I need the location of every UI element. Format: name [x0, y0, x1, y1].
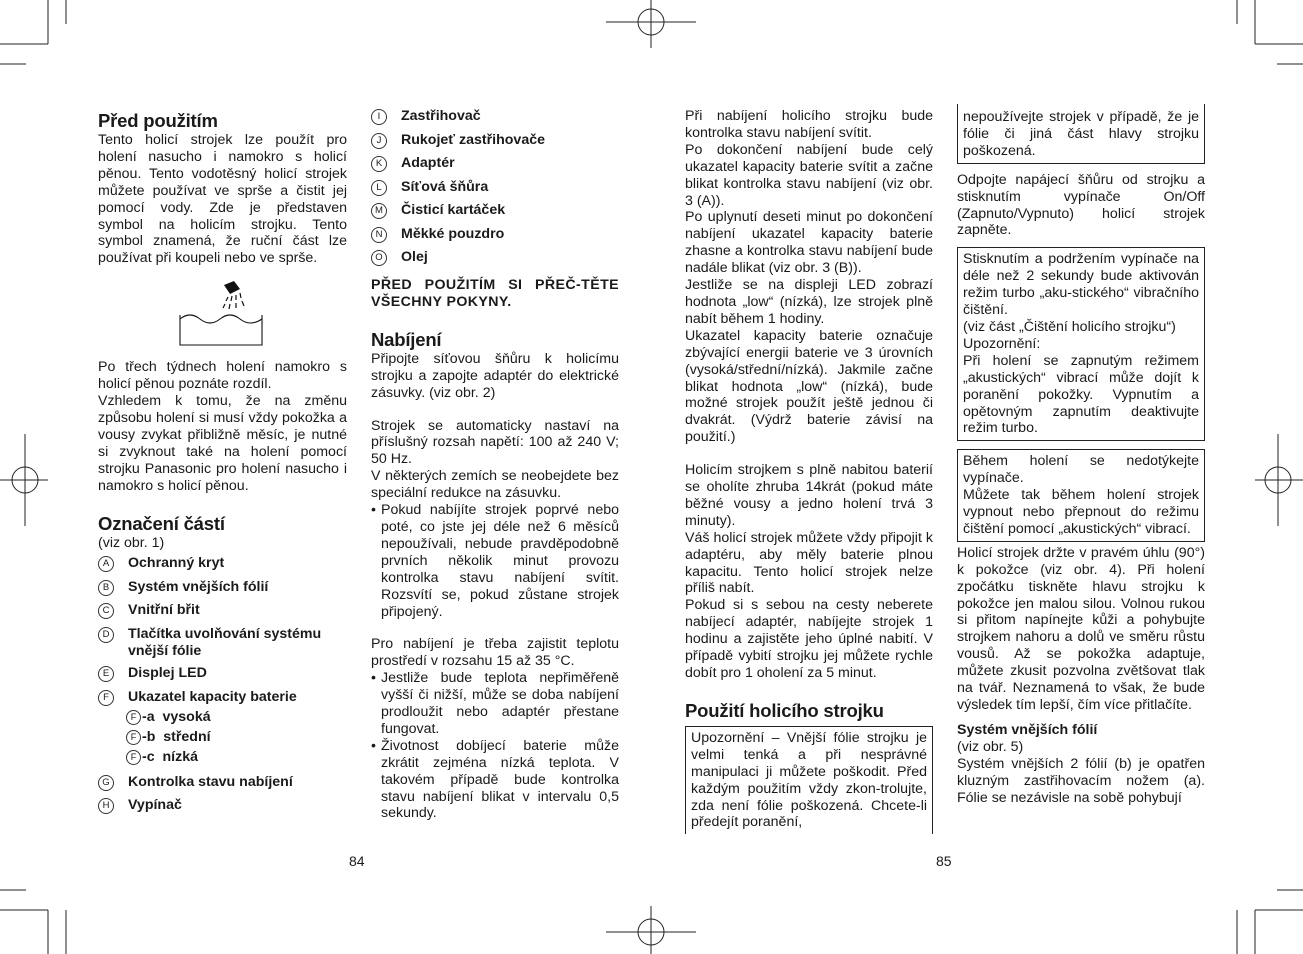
list-item: D Tlačítka uvolňování systému vnější fólie [98, 626, 347, 660]
list-item: I Zastřihovač [371, 108, 619, 126]
parts-list [98, 774, 347, 816]
column-1 [98, 108, 347, 821]
column-2 [371, 108, 619, 822]
list-item: N Měkké pouzdro [371, 226, 619, 244]
section-title-pred-pouzitim: Před použitím [98, 110, 218, 131]
list-sub-item: F -a vysoká [126, 709, 347, 726]
paragraph: Po uplynutí deseti minut po dokončení nabíjení ukazatel kapacity baterie zhasne a kontrolka stavu nabíjení bude nadále blikat (viz obr. 3 (B)). [685, 209, 933, 277]
list-item: F Ukazatel kapacity baterie [98, 689, 347, 707]
list-item: M Čisticí kartáček [371, 202, 619, 220]
paragraph: Ukazatel kapacity baterie označuje zbývající energii baterie ve 3 úrovních (vysoká/střední/nízká). Jakmile začne blikat hodnota „low“ (nízká), bude možné strojek použít ještě jednou či dvakrát. (Výdrž baterie závisí na použití.) [685, 327, 933, 446]
paragraph: Tento holicí strojek lze použít pro holení nasucho i namokro s holicí pěnou. Tento vodotěsný holicí strojek můžete používat ve sprše a čistit jej pomocí vody. Zde je představen symbol na holicím strojku. Tento symbol znamená, že ruční část lze používat při koupeli nebo ve sprše. [98, 132, 347, 267]
list-item: J Rukojeť zastřihovače [371, 132, 619, 150]
warning-read-instructions: PŘED POUŽITÍM SI PŘEČ-TĚTE VŠECHNY POKYNY. [371, 277, 619, 310]
paragraph: Strojek se automaticky nastaví na příslušný rozsah napětí: 100 až 240 V; 50 Hz. [371, 417, 619, 468]
page-number-left: 84 [349, 853, 365, 869]
paragraph: Po dokončení nabíjení bude celý ukazatel kapacity baterie svítit a začne blikat kontrolka stavu nabíjení (viz obr. 3 (A)). [685, 141, 933, 209]
section-title-oznaceni-casti: Označení částí [98, 512, 225, 534]
column-3 [685, 108, 933, 834]
page-number-right: 85 [936, 853, 952, 869]
list-item: L Síťová šňůra [371, 179, 619, 197]
list-item: H Vypínač [98, 797, 347, 815]
figure-reference: (viz obr. 1) [98, 534, 165, 551]
list-item: O Olej [371, 249, 619, 267]
list-sub-item: F -b střední [126, 729, 347, 746]
bullet-item: • Pokud nabíjíte strojek poprvé nebo poté, co jste jej déle než 6 měsíců nepoužívali, nebude pravděpodobně prvních několik minut provozu kontrolka stavu nabíjení svítit. Rozsvítí se, pokud zůstane strojek připojený. [371, 502, 619, 620]
parts-list [371, 108, 619, 267]
paragraph: Pokud si s sebou na cesty neberete nabíjecí adaptér, nabíjejte strojek 1 hodinu a zajistěte jeho úplné nabití. V případě vybití strojku jej můžete rychle dobít pro 1 oholení za 5 minut. [685, 597, 933, 681]
caution-text: Upozornění – Vnější fólie strojku je velmi tenká a při nesprávné manipulaci ji můžete poškodit. Před každým použitím vždy zkon-trolujte, zda není fólie poškozená. Chcete-li předejít poranění, [691, 729, 927, 831]
caution-text: nepoužívejte strojek v případě, že je fólie či jiná část hlavy strojku poškozená. [963, 109, 1199, 159]
paragraph: Pro nabíjení je třeba zajistit teplotu prostředí v rozsahu 15 až 35 °C. [371, 636, 619, 670]
switch-warning-box [957, 449, 1205, 542]
paragraph: Vzhledem k tomu, že na změnu způsobu holení si musí vždy pokožka a vousy zvykat přibližně měsíc, je nutné si zvyknout také na holení pomocí strojku Panasonic pro holení nasucho i namokro s holicí pěnou. [98, 393, 347, 494]
box-text: Během holení se nedotýkejte vypínače. [963, 453, 1199, 487]
box-text: Upozornění: [963, 335, 1041, 352]
paragraph: Systém vnějších 2 fólií (b) je opatřen kluzným zastřihovacím nožem (a). Fólie se nezávisle na sobě pohybují [957, 755, 1205, 806]
section-title-nabijeni: Nabíjení [371, 328, 442, 350]
paragraph: V některých zemích se neobejdete bez speciální redukce na zásuvku. [371, 468, 619, 502]
list-item: C Vnitřní břit [98, 602, 347, 620]
paragraph: Holicím strojkem s plně nabitou baterií se oholíte zhruba 14krát (pokud máte běžné vousy a jedno holení trvá 3 minuty). [685, 462, 933, 529]
list-sub-item: F -c nízká [126, 749, 347, 766]
caution-box [685, 726, 933, 834]
bullet-item: • Jestliže bude teplota nepřiměřeně vyšší či nižší, může se doba nabíjení prodloužit nebo adaptér přestane fungovat. [371, 670, 619, 737]
shower-waterproof-icon [98, 281, 347, 351]
list-item: E Displej LED [98, 665, 347, 683]
list-item: G Kontrolka stavu nabíjení [98, 774, 347, 792]
box-text: (viz část „Čištění holicího strojku“) [963, 318, 1176, 335]
turbo-mode-box [957, 247, 1205, 441]
paragraph: Jestliže se na displeji LED zobrazí hodnota „low“ (nízká), lze strojek plně nabít během 1 hodiny. [685, 277, 933, 327]
paragraph: Při nabíjení holicího strojku bude kontrolka stavu nabíjení svítit. [685, 108, 933, 141]
bullet-item: • Životnost dobíjecí baterie může zkrátit zejména nízká teplota. V takovém případě bude kontrolka stavu nabíjení blikat v intervalu 0,5 sekundy. [371, 737, 619, 822]
list-item: B Systém vnějších fólií [98, 579, 347, 597]
figure-reference: (viz obr. 5) [957, 738, 1024, 755]
section-title-pouziti: Použití holicího strojku [685, 699, 884, 721]
paragraph: Váš holicí strojek můžete vždy připojit k adaptéru, aby měly baterie plnou kapacitu. Tento holicí strojek nelze příliš nabít. [685, 529, 933, 597]
paragraph: Po třech týdnech holení namokro s holicí pěnou poznáte rozdíl. [98, 359, 347, 393]
paragraph: Připojte síťovou šňůru k holicímu strojku a zapojte adaptér do elektrické zásuvky. (viz obr. 2) [371, 350, 619, 401]
paragraph: Holicí strojek držte v pravém úhlu (90°) k pokožce (viz obr. 4). Při holení zpočátku tiskněte hlavu strojku k pokožce jen malou silou. Volnou rukou si přitom napínejte kůži a pohybujte strojkem nahoru a dolů ve směru růstu vousů. Až se pokožka adaptuje, můžete zkusit pozvolna zvětšovat tlak na tvář. Neznamená to však, že bude výsledek tím lepší, čím více přitlačíte. [957, 544, 1205, 713]
subsection-title: Systém vnějších fólií [957, 721, 1098, 738]
box-text: Stisknutím a podržením vypínače na déle než 2 sekundy bude aktivován režim turbo „aku-stického“ vibračního čištění. [963, 251, 1199, 319]
parts-list [98, 555, 347, 706]
caution-box-continued [957, 104, 1205, 164]
list-item: A Ochranný kryt [98, 555, 347, 573]
column-4 [957, 104, 1205, 806]
box-text: Můžete tak během holení strojek vypnout nebo přepnout do režimu čištění pomocí „akustických“ vibrací. [963, 487, 1199, 537]
paragraph: Odpojte napájecí šňůru od strojku a stisknutím vypínače On/Off (Zapnuto/Vypnuto) holicí strojek zapněte. [957, 171, 1205, 239]
list-item: K Adaptér [371, 155, 619, 173]
box-text: Při holení se zapnutým režimem „akustických“ vibrací může dojít k poranění pokožky. Vypnutím a opětovným zapnutím deaktivujte režim turbo. [963, 352, 1199, 437]
